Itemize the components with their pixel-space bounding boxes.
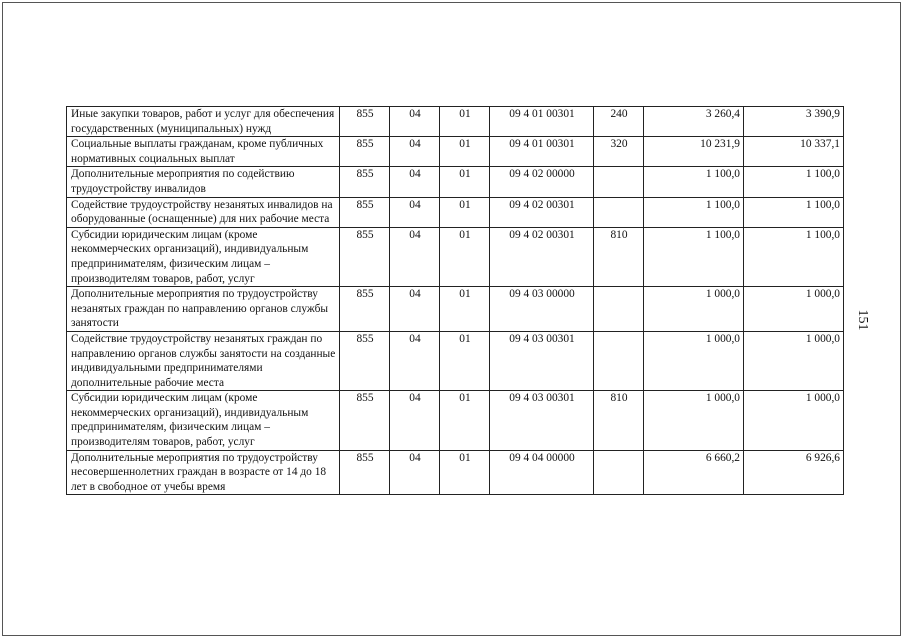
amount-year-2-cell: 1 000,0: [744, 331, 844, 390]
expense-name-cell: Социальные выплаты гражданам, кроме публичных нормативных социальных выплат: [67, 137, 340, 167]
expense-type-code-cell: 810: [594, 391, 644, 450]
amount-year-2-cell: 3 390,9: [744, 107, 844, 137]
section-code-cell: 04: [390, 287, 440, 332]
section-code-cell: 04: [390, 197, 440, 227]
expense-type-code-cell: [594, 450, 644, 495]
amount-year-2-cell: 6 926,6: [744, 450, 844, 495]
amount-year-1-cell: 1 100,0: [644, 227, 744, 286]
amount-year-2-cell: 1 100,0: [744, 167, 844, 197]
expense-name-cell: Дополнительные мероприятия по содействию трудоустройству инвалидов: [67, 167, 340, 197]
subsection-code-cell: 01: [440, 107, 490, 137]
target-item-code-cell: 09 4 04 00000: [490, 450, 594, 495]
subsection-code-cell: 01: [440, 450, 490, 495]
expense-name-cell: Субсидии юридическим лицам (кроме некоммерческих организаций), индивидуальным предпринимателям, физическим лицам – производителям товаров, работ, услуг: [67, 227, 340, 286]
section-code-cell: 04: [390, 331, 440, 390]
section-code-cell: 04: [390, 391, 440, 450]
department-code-cell: 855: [340, 197, 390, 227]
expense-name-cell: Субсидии юридическим лицам (кроме некоммерческих организаций), индивидуальным предпринимателям, физическим лицам – производителям товаров, работ, услуг: [67, 391, 340, 450]
section-code-cell: 04: [390, 227, 440, 286]
expense-name-cell: Иные закупки товаров, работ и услуг для обеспечения государственных (муниципальных) нужд: [67, 107, 340, 137]
target-item-code-cell: 09 4 01 00301: [490, 137, 594, 167]
budget-table: [66, 106, 844, 495]
subsection-code-cell: 01: [440, 391, 490, 450]
table-row: [67, 227, 844, 286]
target-item-code-cell: 09 4 03 00301: [490, 331, 594, 390]
expense-type-code-cell: 320: [594, 137, 644, 167]
table-row: [67, 391, 844, 450]
target-item-code-cell: 09 4 01 00301: [490, 107, 594, 137]
department-code-cell: 855: [340, 107, 390, 137]
section-code-cell: 04: [390, 107, 440, 137]
target-item-code-cell: 09 4 02 00000: [490, 167, 594, 197]
target-item-code-cell: 09 4 03 00000: [490, 287, 594, 332]
subsection-code-cell: 01: [440, 197, 490, 227]
expense-name-cell: Содействие трудоустройству незанятых инвалидов на оборудованные (оснащенные) для них рабочие места: [67, 197, 340, 227]
amount-year-2-cell: 1 100,0: [744, 197, 844, 227]
table-body: [67, 107, 844, 495]
amount-year-1-cell: 1 000,0: [644, 331, 744, 390]
amount-year-1-cell: 1 100,0: [644, 197, 744, 227]
section-code-cell: 04: [390, 137, 440, 167]
expense-name-cell: Дополнительные мероприятия по трудоустройству незанятых граждан по направлению органов службы занятости: [67, 287, 340, 332]
department-code-cell: 855: [340, 391, 390, 450]
amount-year-1-cell: 3 260,4: [644, 107, 744, 137]
department-code-cell: 855: [340, 227, 390, 286]
subsection-code-cell: 01: [440, 227, 490, 286]
table-row: [67, 107, 844, 137]
table-row: [67, 287, 844, 332]
department-code-cell: 855: [340, 450, 390, 495]
table-row: [67, 450, 844, 495]
expense-name-cell: Содействие трудоустройству незанятых граждан по направлению органов службы занятости на созданные индивидуальными предпринимателями дополнительные рабочие места: [67, 331, 340, 390]
amount-year-2-cell: 10 337,1: [744, 137, 844, 167]
department-code-cell: 855: [340, 287, 390, 332]
expense-type-code-cell: [594, 167, 644, 197]
amount-year-2-cell: 1 000,0: [744, 391, 844, 450]
department-code-cell: 855: [340, 331, 390, 390]
amount-year-1-cell: 1 100,0: [644, 167, 744, 197]
subsection-code-cell: 01: [440, 137, 490, 167]
target-item-code-cell: 09 4 02 00301: [490, 197, 594, 227]
department-code-cell: 855: [340, 137, 390, 167]
page-number: 151: [855, 309, 870, 331]
expense-name-cell: Дополнительные мероприятия по трудоустройству несовершеннолетних граждан в возрасте от 14 до 18 лет в свободное от учебы время: [67, 450, 340, 495]
expense-type-code-cell: [594, 197, 644, 227]
amount-year-1-cell: 1 000,0: [644, 391, 744, 450]
expense-type-code-cell: [594, 331, 644, 390]
target-item-code-cell: 09 4 02 00301: [490, 227, 594, 286]
subsection-code-cell: 01: [440, 331, 490, 390]
amount-year-2-cell: 1 100,0: [744, 227, 844, 286]
amount-year-2-cell: 1 000,0: [744, 287, 844, 332]
section-code-cell: 04: [390, 167, 440, 197]
amount-year-1-cell: 1 000,0: [644, 287, 744, 332]
subsection-code-cell: 01: [440, 167, 490, 197]
department-code-cell: 855: [340, 167, 390, 197]
target-item-code-cell: 09 4 03 00301: [490, 391, 594, 450]
section-code-cell: 04: [390, 450, 440, 495]
table-row: [67, 137, 844, 167]
expense-type-code-cell: 240: [594, 107, 644, 137]
table-row: [67, 197, 844, 227]
subsection-code-cell: 01: [440, 287, 490, 332]
expense-type-code-cell: 810: [594, 227, 644, 286]
amount-year-1-cell: 6 660,2: [644, 450, 744, 495]
expense-type-code-cell: [594, 287, 644, 332]
table-row: [67, 331, 844, 390]
amount-year-1-cell: 10 231,9: [644, 137, 744, 167]
table-row: [67, 167, 844, 197]
